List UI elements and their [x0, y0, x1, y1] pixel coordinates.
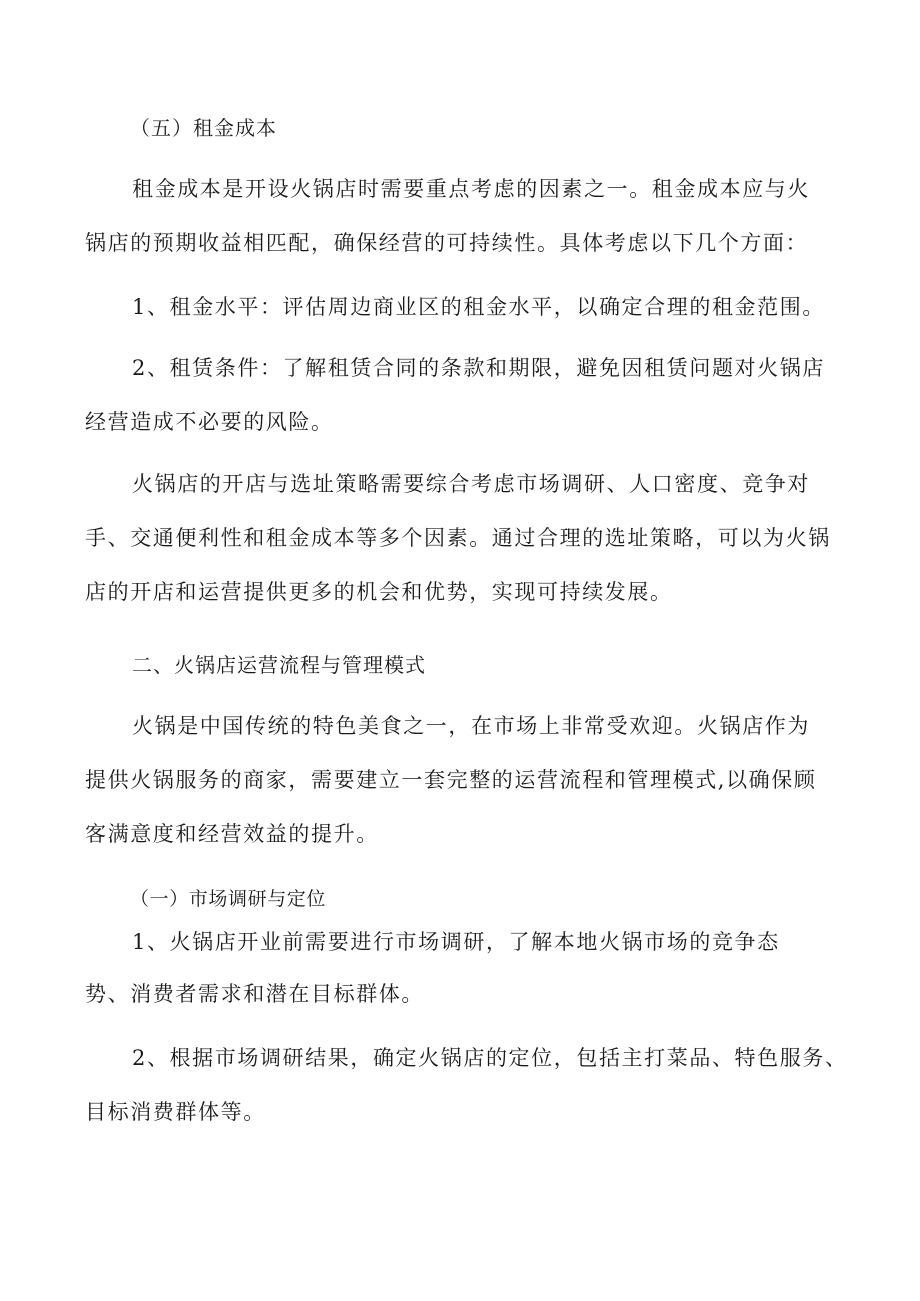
list-item-lease-terms-line-1: 2、租赁条件：了解租赁合同的条款和期限，避免因租赁问题对火锅店	[132, 356, 825, 380]
paragraph-strategy-line-1: 火锅店的开店与选址策略需要综合考虑市场调研、人口密度、竞争对	[132, 472, 810, 496]
section-heading-operations: 二、火锅店运营流程与管理模式	[132, 653, 426, 677]
list-item-rent-level: 1、租金水平：评估周边商业区的租金水平，以确定合理的租金范围。	[132, 295, 825, 319]
list-item-lease-terms-line-2: 经营造成不必要的风险。	[85, 410, 334, 434]
sub-item-positioning-line-2: 目标消费群体等。	[85, 1100, 266, 1124]
section-heading-rent-cost: （五）租金成本	[130, 116, 277, 140]
sub-item-market-research-line-1: 1、火锅店开业前需要进行市场调研，了解本地火锅市场的竞争态	[132, 930, 780, 954]
paragraph-rent-line-2: 锅店的预期收益相匹配，确保经营的可持续性。具体考虑以下几个方面：	[85, 231, 809, 255]
subsection-heading-market-research: （一）市场调研与定位	[130, 888, 327, 910]
paragraph-strategy-line-2: 手、交通便利性和租金成本等多个因素。通过合理的选址策略，可以为火锅	[85, 526, 831, 550]
paragraph-hotpot-line-1: 火锅是中国传统的特色美食之一，在市场上非常受欢迎。火锅店作为	[132, 714, 810, 738]
paragraph-hotpot-line-2: 提供火锅服务的商家，需要建立一套完整的运营流程和管理模式,以确保顾	[85, 768, 817, 792]
sub-item-positioning-line-1: 2、根据市场调研结果，确定火锅店的定位，包括主打菜品、特色服务、	[132, 1046, 848, 1070]
paragraph-rent-line-1: 租金成本是开设火锅店时需要重点考虑的因素之一。租金成本应与火	[132, 177, 810, 201]
paragraph-strategy-line-3: 店的开店和运营提供更多的机会和优势，实现可持续发展。	[85, 580, 673, 604]
paragraph-hotpot-line-3: 客满意度和经营效益的提升。	[85, 822, 379, 846]
sub-item-market-research-line-2: 势、消费者需求和潜在目标群体。	[85, 982, 424, 1006]
